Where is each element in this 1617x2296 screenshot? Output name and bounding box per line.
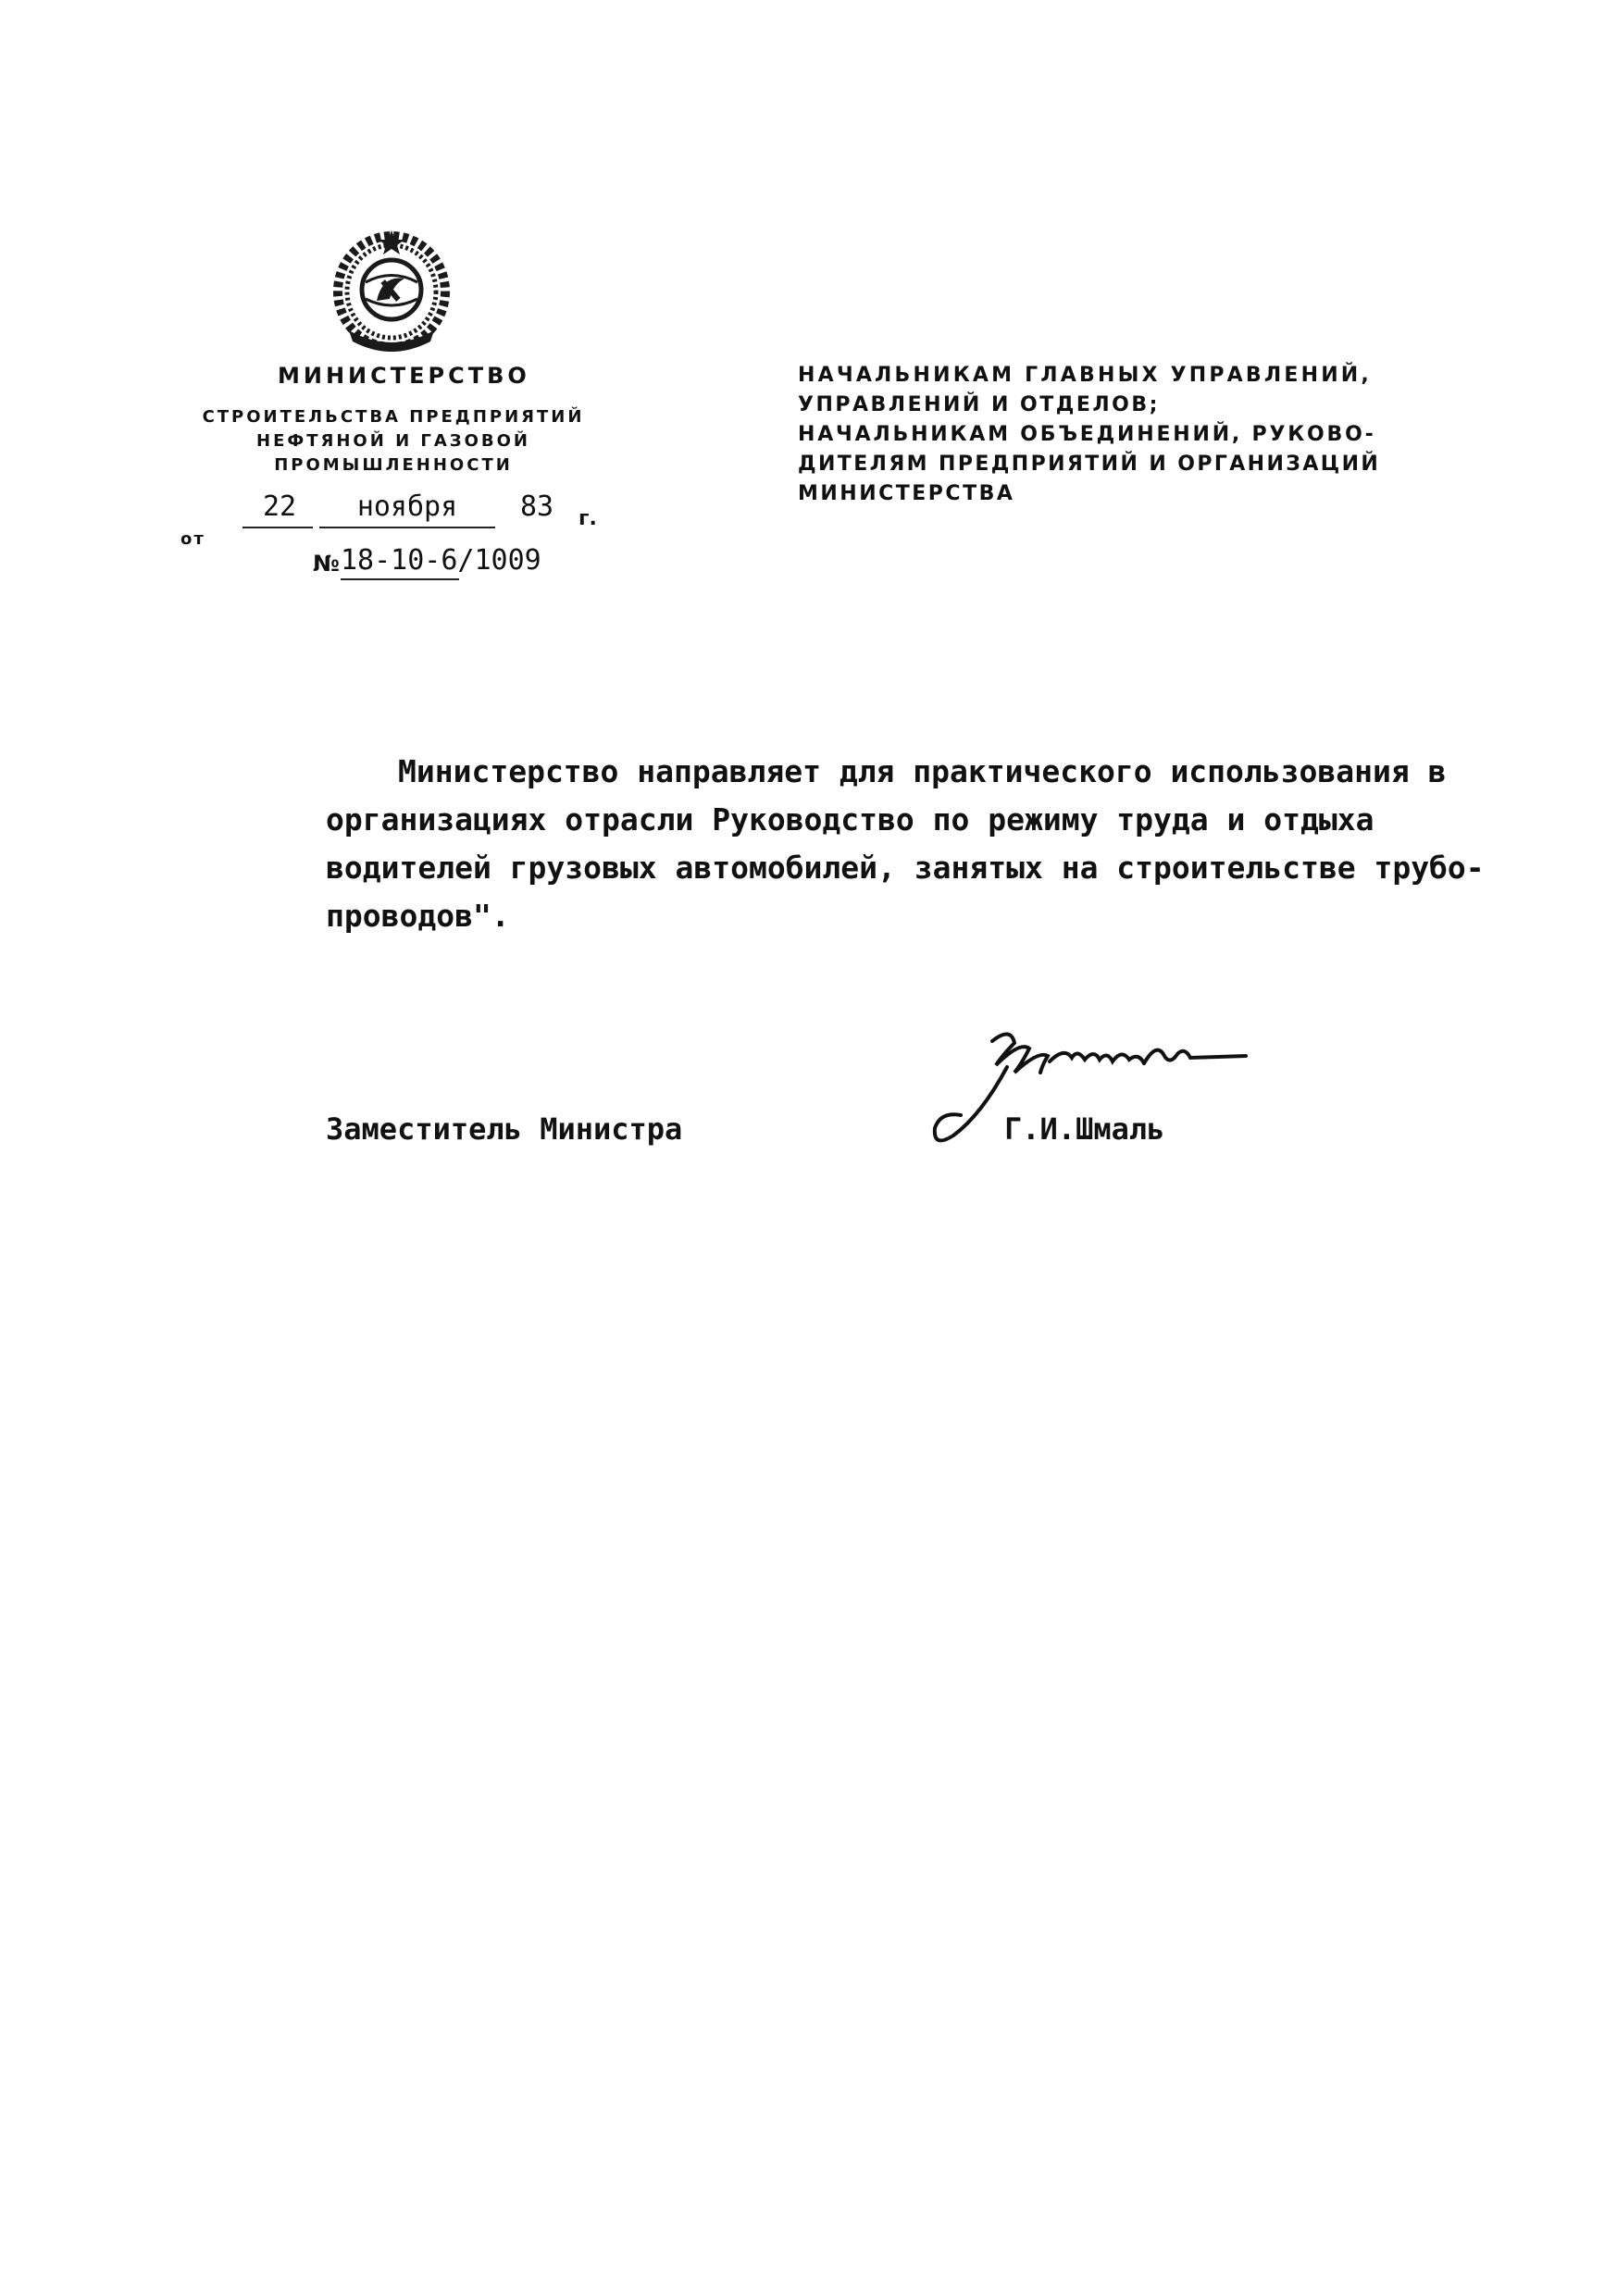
signer-name: Г.И.Шмаль <box>1004 1111 1165 1147</box>
ussr-emblem-icon <box>329 227 454 353</box>
ministry-line: ПРОМЫШЛЕННОСТИ <box>274 455 513 475</box>
date-suffix: г. <box>578 507 597 530</box>
body-line: организациях отрасли Руководство по режиму труда и отдыха <box>326 801 1374 838</box>
addressee-line: УПРАВЛЕНИЙ И ОТДЕЛОВ; <box>798 393 1160 416</box>
ministry-line: СТРОИТЕЛЬСТВА ПРЕДПРИЯТИЙ <box>202 407 585 427</box>
addressee-block <box>798 361 1437 509</box>
date-year: 83 <box>519 490 554 523</box>
addressee-line: НАЧАЛЬНИКАМ ГЛАВНЫХ УПРАВЛЕНИЙ, <box>798 364 1372 387</box>
addressee-line: МИНИСТЕРСТВА <box>798 482 1015 505</box>
letter-body <box>326 748 1483 940</box>
number-underline <box>341 578 459 580</box>
body-line: проводов". <box>326 898 510 934</box>
ministry-line: НЕФТЯНОЙ И ГАЗОВОЙ <box>256 431 530 451</box>
date-month: ноября <box>356 490 458 523</box>
addressee-line: НАЧАЛЬНИКАМ ОБЪЕДИНЕНИЙ, РУКОВО- <box>798 423 1376 446</box>
date-month-underline <box>319 527 495 528</box>
emblem-svg <box>329 227 454 353</box>
ministry-name <box>180 405 606 478</box>
number-value: 18-10-6/1009 <box>341 544 541 577</box>
date-prefix: от <box>180 529 205 549</box>
addressee-line: ДИТЕЛЯМ ПРЕДПРИЯТИЙ И ОРГАНИЗАЦИЙ <box>798 453 1381 476</box>
date-day-underline <box>243 527 313 528</box>
body-line: водителей грузовых автомобилей, занятых на строительстве трубо- <box>326 850 1485 886</box>
date-day: 22 <box>262 490 297 523</box>
body-line: Министерство направляет для практического использования в <box>398 753 1447 789</box>
number-prefix: № <box>313 551 340 577</box>
signer-position: Заместитель Министра <box>326 1111 683 1147</box>
ministry-title: МИНИСТЕРСТВО <box>278 363 530 389</box>
